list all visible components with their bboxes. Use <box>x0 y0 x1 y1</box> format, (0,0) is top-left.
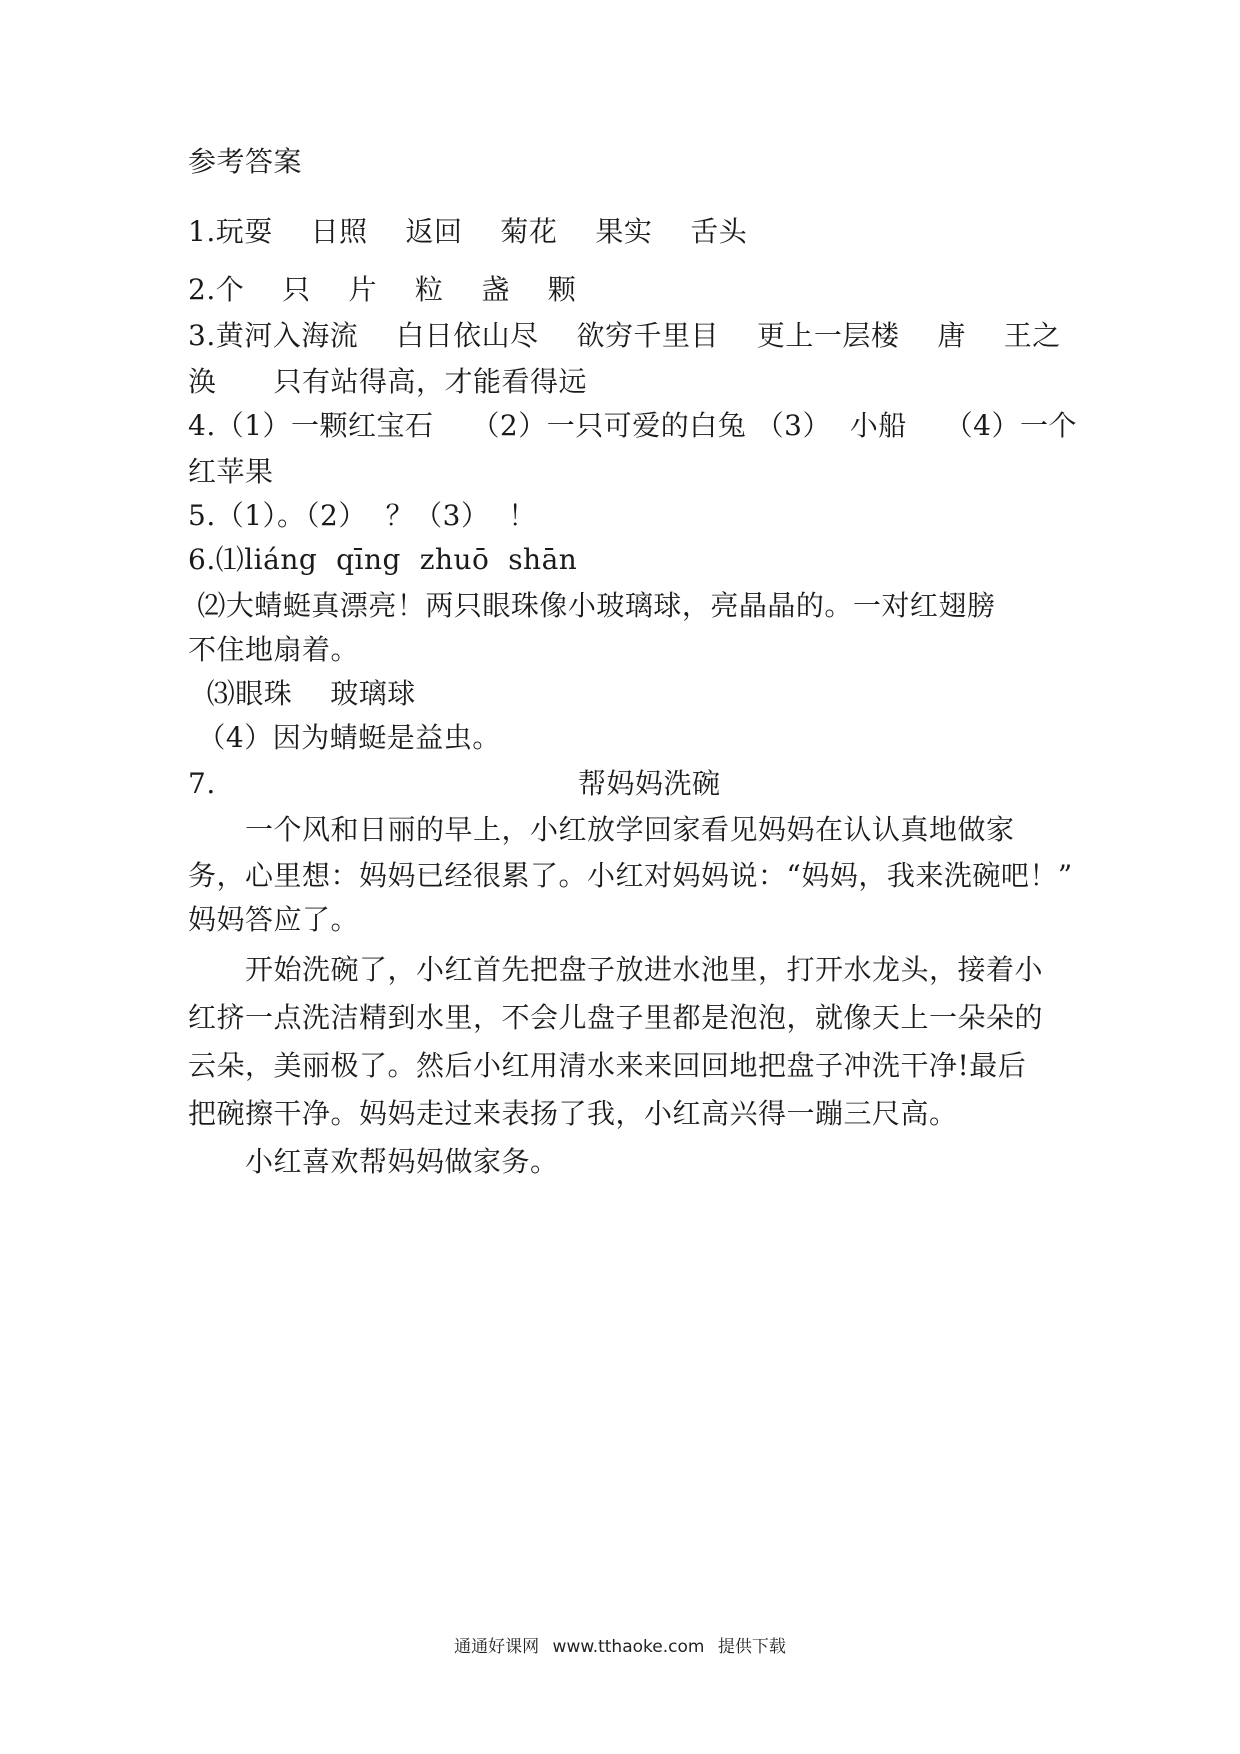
answer-6-part-4: （4）因为蜻蜓是益虫。 <box>188 721 501 754</box>
answer-3-line-1: 3.黄河入海流 白日依山尽 欲穷千里目 更上一层楼 唐 王之 <box>188 319 1061 352</box>
answer-5: 5.（1）。（2） ？（3） ！ <box>188 499 537 532</box>
essay-line: 一个风和日丽的早上，小红放学回家看见妈妈在认认真地做家 <box>188 813 1015 846</box>
page-heading: 参考答案 <box>188 145 303 178</box>
answer-7-number: 7. <box>188 767 216 800</box>
answer-3-line-2: 涣 只有站得高，才能看得远 <box>188 365 588 398</box>
footer-site-name: 通通好课网 <box>454 1637 540 1657</box>
answer-2: 2.个 只 片 粒 盏 颗 <box>188 273 577 306</box>
essay-line: 妈妈答应了。 <box>188 903 360 936</box>
answer-6-part-1: 6.⑴liáng qīng zhuō shān <box>188 543 578 576</box>
footer-suffix: 提供下载 <box>717 1637 786 1657</box>
answer-4-line-2: 红苹果 <box>188 455 274 488</box>
essay-line: 云朵，美丽极了。然后小红用清水来来回回地把盘子冲洗干净!最后 <box>188 1049 1027 1082</box>
answer-6-part-2-line-1: ⑵大蜻蜓真漂亮！两只眼珠像小玻璃球，亮晶晶的。一对红翅膀 <box>188 589 996 622</box>
answer-1: 1.玩耍 日照 返回 菊花 果实 舌头 <box>188 215 748 248</box>
page-footer <box>0 1632 1240 1657</box>
essay-line: 开始洗碗了，小红首先把盘子放进水池里，打开水龙头，接着小 <box>188 953 1044 986</box>
essay-title: 帮妈妈洗碗 <box>578 767 721 800</box>
answer-4-line-1: 4.（1）一颗红宝石 （2）一只可爱的白兔 （3） 小船 （4）一个 <box>188 409 1077 442</box>
answer-6-part-3: ⑶眼珠 玻璃球 <box>188 677 416 710</box>
essay-line: 小红喜欢帮妈妈做家务。 <box>188 1145 559 1178</box>
answer-6-part-2-line-2: 不住地扇着。 <box>188 633 360 666</box>
essay-line: 把碗擦干净。妈妈走过来表扬了我，小红高兴得一蹦三尺高。 <box>188 1097 958 1130</box>
essay-line: 务，心里想：妈妈已经很累了。小红对妈妈说：“妈妈，我来洗碗吧！” <box>188 859 1073 892</box>
essay-line: 红挤一点洗洁精到水里，不会儿盘子里都是泡泡，就像天上一朵朵的 <box>188 1001 1044 1034</box>
footer-url[interactable]: www.tthaoke.com <box>552 1637 705 1657</box>
